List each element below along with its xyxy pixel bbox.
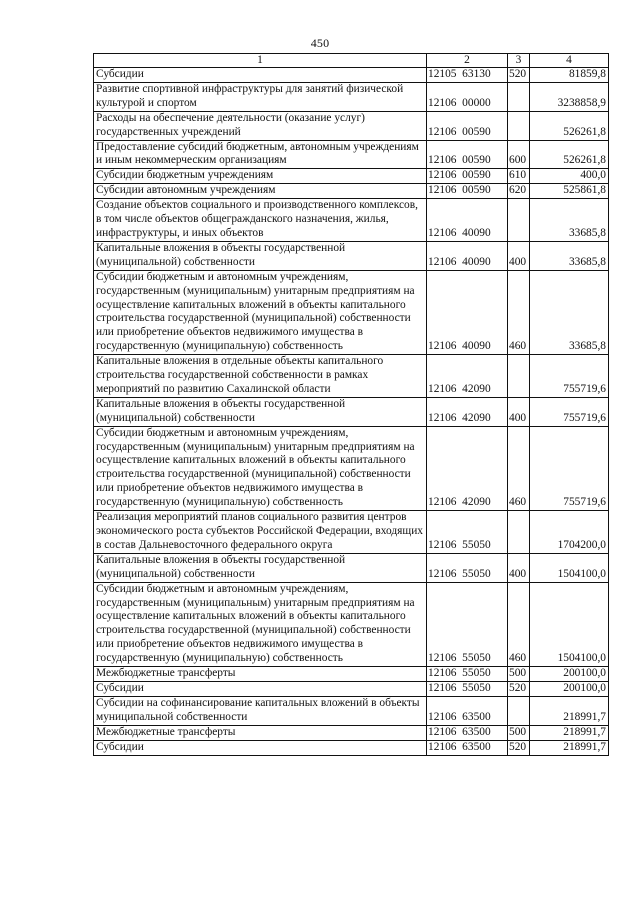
table-row [94, 82, 609, 111]
row-code-cell: 12105 63130 [427, 68, 508, 83]
row-amount-cell: 218991,7 [530, 696, 609, 725]
row-name-cell: Капитальные вложения в объекты государственной (муниципальной) собственности [94, 553, 427, 582]
row-amount-cell: 33685,8 [530, 270, 609, 354]
row-vr-cell: 520 [508, 681, 530, 696]
row-code-cell: 12106 40090 [427, 199, 508, 242]
row-name-cell: Предоставление субсидий бюджетным, автономным учреждениям и иным некоммерческим организациям [94, 140, 427, 169]
row-vr-cell: 460 [508, 270, 530, 354]
row-amount-cell: 755719,6 [530, 397, 609, 426]
row-name-cell: Межбюджетные трансферты [94, 725, 427, 740]
table-row [94, 582, 609, 666]
row-amount-cell: 81859,8 [530, 68, 609, 83]
row-vr-cell: 520 [508, 68, 530, 83]
row-amount-cell: 200100,0 [530, 681, 609, 696]
row-amount-cell: 526261,8 [530, 140, 609, 169]
row-name-cell: Субсидии [94, 68, 427, 83]
row-code-cell: 12106 55050 [427, 582, 508, 666]
row-amount-cell: 1504100,0 [530, 582, 609, 666]
row-code-cell: 12106 63500 [427, 725, 508, 740]
row-amount-cell: 526261,8 [530, 111, 609, 140]
row-amount-cell: 33685,8 [530, 241, 609, 270]
row-code-cell: 12106 55050 [427, 511, 508, 554]
row-code-cell: 12106 63500 [427, 696, 508, 725]
table-row [94, 140, 609, 169]
row-amount-cell: 525861,8 [530, 184, 609, 199]
row-name-cell: Расходы на обеспечение деятельности (оказание услуг) государственных учреждений [94, 111, 427, 140]
row-name-cell: Капитальные вложения в объекты государственной (муниципальной) собственности [94, 397, 427, 426]
header-amount: 4 [530, 54, 609, 68]
table-row [94, 355, 609, 398]
row-vr-cell: 460 [508, 582, 530, 666]
row-vr-cell: 400 [508, 397, 530, 426]
row-code-cell: 12106 55050 [427, 553, 508, 582]
row-vr-cell: 610 [508, 169, 530, 184]
row-vr-cell: 400 [508, 553, 530, 582]
row-code-cell: 12106 00590 [427, 184, 508, 199]
row-code-cell: 12106 00590 [427, 169, 508, 184]
row-code-cell: 12106 00590 [427, 140, 508, 169]
page-number: 450 [310, 36, 330, 50]
row-name-cell: Субсидии бюджетным и автономным учреждениям, государственным (муниципальным) унитарным предприятиям на осуществление капитальных вложений в объекты капитального строительства государственной (муниципальной) собственности или приобретение объектов недвижимого имущества в государственную (муниципальную) собственность [94, 426, 427, 510]
table-row [94, 696, 609, 725]
row-code-cell: 12106 40090 [427, 241, 508, 270]
row-amount-cell: 3238858,9 [530, 82, 609, 111]
row-vr-cell [508, 82, 530, 111]
table-row [94, 740, 609, 755]
table-row [94, 681, 609, 696]
table-row [94, 111, 609, 140]
row-code-cell: 12106 40090 [427, 270, 508, 354]
budget-table [93, 53, 609, 756]
row-code-cell: 12106 42090 [427, 426, 508, 510]
row-code-cell: 12106 00590 [427, 111, 508, 140]
row-amount-cell: 1504100,0 [530, 553, 609, 582]
row-vr-cell [508, 511, 530, 554]
row-name-cell: Субсидии [94, 740, 427, 755]
table-body [94, 68, 609, 756]
row-name-cell: Межбюджетные трансферты [94, 667, 427, 682]
header-vr: 3 [508, 54, 530, 68]
row-amount-cell: 218991,7 [530, 740, 609, 755]
row-vr-cell [508, 355, 530, 398]
row-amount-cell: 400,0 [530, 169, 609, 184]
table-row [94, 511, 609, 554]
header-code: 2 [427, 54, 508, 68]
row-name-cell: Субсидии на софинансирование капитальных вложений в объекты муниципальной собственности [94, 696, 427, 725]
table-row [94, 667, 609, 682]
row-vr-cell [508, 199, 530, 242]
row-name-cell: Развитие спортивной инфраструктуры для занятий физической культурой и спортом [94, 82, 427, 111]
table-row [94, 397, 609, 426]
row-amount-cell: 218991,7 [530, 725, 609, 740]
row-vr-cell: 600 [508, 140, 530, 169]
row-vr-cell: 520 [508, 740, 530, 755]
table-row [94, 270, 609, 354]
row-vr-cell: 460 [508, 426, 530, 510]
row-amount-cell: 755719,6 [530, 355, 609, 398]
table-row [94, 725, 609, 740]
row-code-cell: 12106 42090 [427, 397, 508, 426]
table-row [94, 68, 609, 83]
row-amount-cell: 200100,0 [530, 667, 609, 682]
row-vr-cell: 620 [508, 184, 530, 199]
row-name-cell: Капитальные вложения в отдельные объекты капитального строительства государственной собственности в рамках мероприятий по развитию Сахалинской области [94, 355, 427, 398]
row-code-cell: 12106 00000 [427, 82, 508, 111]
table-row [94, 553, 609, 582]
row-code-cell: 12106 55050 [427, 667, 508, 682]
row-vr-cell: 400 [508, 241, 530, 270]
row-amount-cell: 33685,8 [530, 199, 609, 242]
row-name-cell: Субсидии [94, 681, 427, 696]
row-name-cell: Субсидии бюджетным и автономным учреждениям, государственным (муниципальным) унитарным предприятиям на осуществление капитальных вложений в объекты капитального строительства государственной (муниципальной) собственности или приобретение объектов недвижимого имущества в государственную (муниципальную) собственность [94, 582, 427, 666]
row-vr-cell [508, 111, 530, 140]
row-vr-cell: 500 [508, 725, 530, 740]
row-name-cell: Капитальные вложения в объекты государственной (муниципальной) собственности [94, 241, 427, 270]
row-code-cell: 12106 55050 [427, 681, 508, 696]
table-row [94, 184, 609, 199]
table-row [94, 169, 609, 184]
row-name-cell: Субсидии бюджетным и автономным учреждениям, государственным (муниципальным) унитарным предприятиям на осуществление капитальных вложений в объекты капитального строительства государственной (муниципальной) собственности или приобретение объектов недвижимого имущества в государственную (муниципальную) собственность [94, 270, 427, 354]
row-name-cell: Создание объектов социального и производственного комплексов, в том числе объектов общегражданского назначения, жилья, инфраструктуры, и иных объектов [94, 199, 427, 242]
row-vr-cell: 500 [508, 667, 530, 682]
row-amount-cell: 755719,6 [530, 426, 609, 510]
row-amount-cell: 1704200,0 [530, 511, 609, 554]
header-name: 1 [94, 54, 427, 68]
row-name-cell: Реализация мероприятий планов социального развития центров экономического роста субъектов Российской Федерации, входящих в состав Дальневосточного федерального округа [94, 511, 427, 554]
row-name-cell: Субсидии бюджетным учреждениям [94, 169, 427, 184]
table-row [94, 426, 609, 510]
row-vr-cell [508, 696, 530, 725]
row-code-cell: 12106 63500 [427, 740, 508, 755]
row-name-cell: Субсидии автономным учреждениям [94, 184, 427, 199]
table-row [94, 199, 609, 242]
row-code-cell: 12106 42090 [427, 355, 508, 398]
table-row [94, 241, 609, 270]
table-header-row [94, 54, 609, 68]
